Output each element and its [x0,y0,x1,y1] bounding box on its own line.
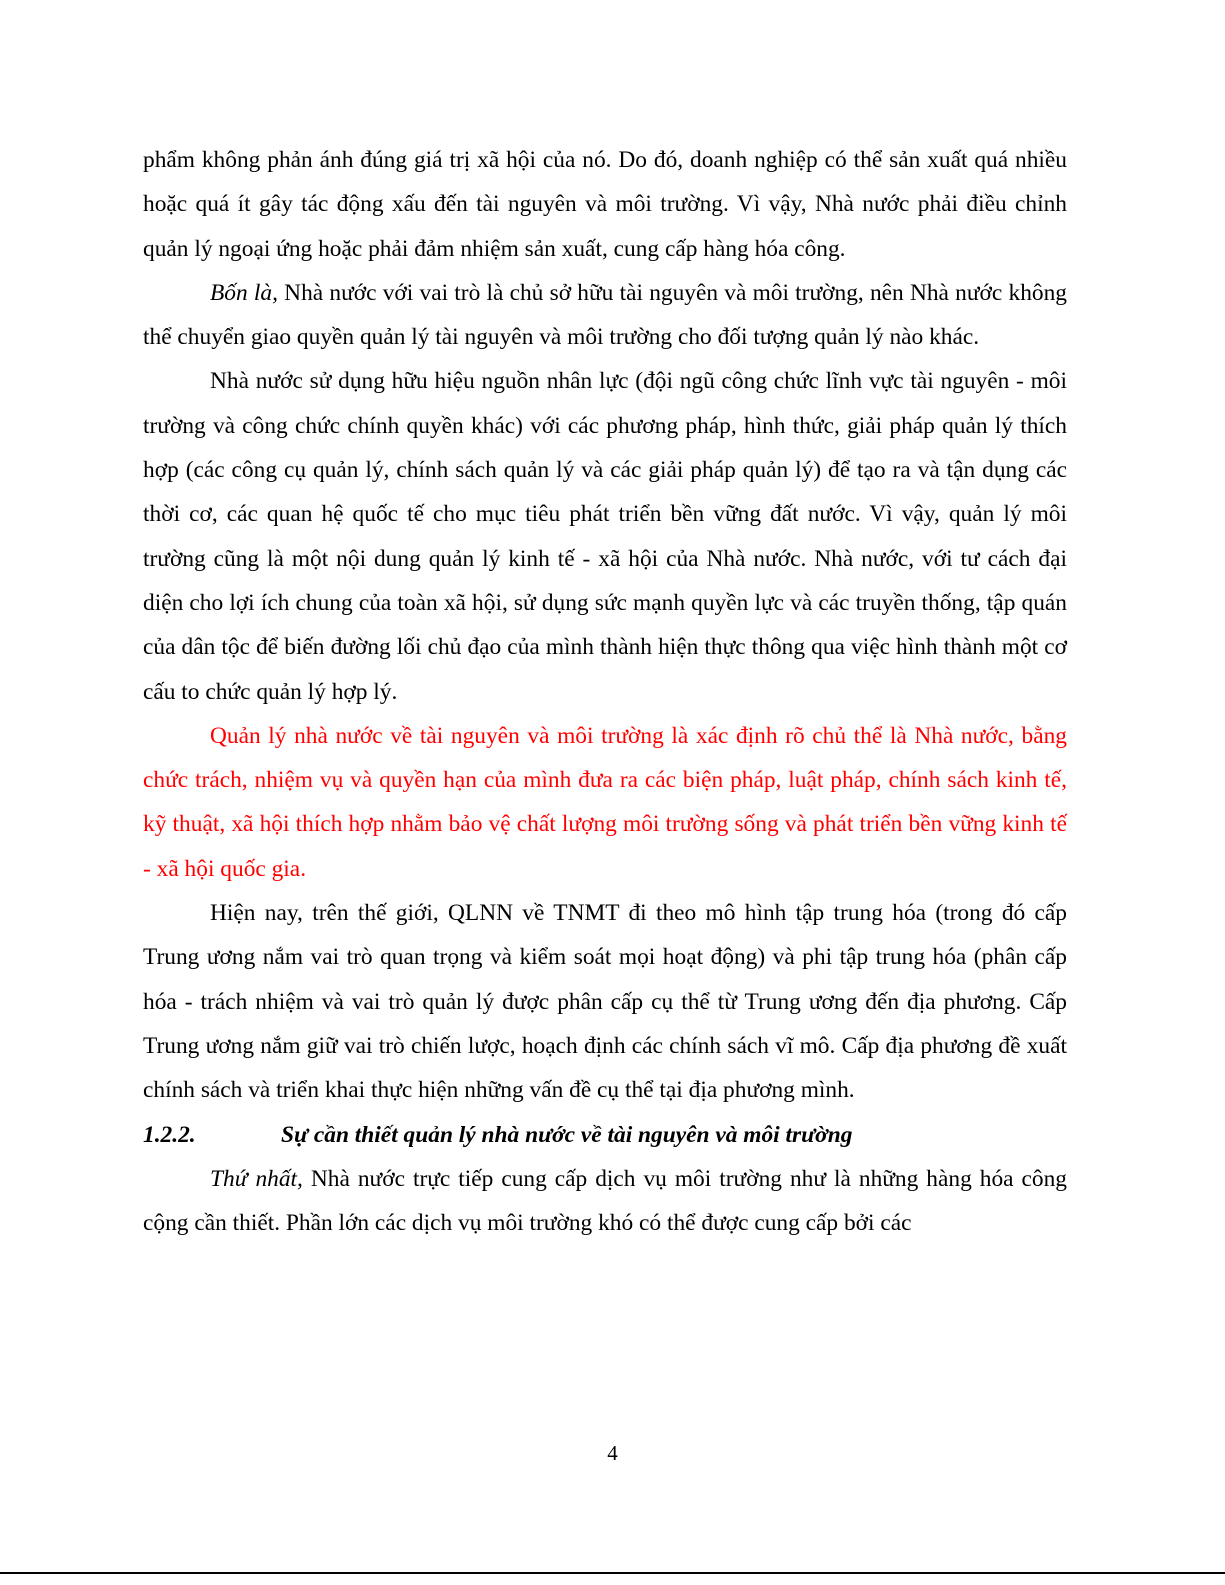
paragraph-definition-highlighted [143,714,1067,891]
paragraph-text: Quản lý nhà nước về tài nguyên và môi trường là xác định rõ chủ thể là Nhà nước, bằng chức trách, nhiệm vụ và quyền hạn của mình đưa ra các biện pháp, luật pháp, chính sách kinh tế, kỹ thuật, xã hội thích hợp nhằm bảo vệ chất lượng môi trường sống và phát triển bền vững kinh tế - xã hội quốc gia. [143,722,1067,882]
document-body [143,138,1067,1245]
paragraph-text: Nhà nước với vai trò là chủ sở hữu tài nguyên và môi trường, nên Nhà nước không thể chuyển giao quyền quản lý tài nguyên và môi trường cho đối tượng quản lý nào khác. [143,279,1067,351]
page-number: 4 [607,1441,618,1465]
section-heading [143,1113,1067,1157]
paragraph-text: Nhà nước trực tiếp cung cấp dịch vụ môi trường như là những hàng hóa công cộng cần thiết. Phần lớn các dịch vụ môi trường khó có thể được cung cấp bởi các [143,1165,1067,1237]
paragraph-text: Hiện nay, trên thế giới, QLNN về TNMT đi theo mô hình tập trung hóa (trong đó cấp Trung ương nắm vai trò quan trọng và kiểm soát mọi hoạt động) và phi tập trung hóa (phân cấp hóa - trách nhiệm và vai trò quản lý được phân cấp cụ thể từ Trung ương đến địa phương. Cấp Trung ương nắm giữ vai trò chiến lược, hoạch định các chính sách vĩ mô. Cấp địa phương đề xuất chính sách và triển khai thực hiện những vấn đề cụ thể tại địa phương mình. [143,900,1067,1104]
paragraph-lead-italic: Thứ nhất, [210,1165,303,1192]
paragraph-text: Nhà nước sử dụng hữu hiệu nguồn nhân lực (đội ngũ công chức lĩnh vực tài nguyên - môi trường và công chức chính quyền khác) với các phương pháp, hình thức, giải pháp quản lý thích hợp (các công cụ quản lý, chính sách quản lý và các giải pháp quản lý) để tạo ra và tận dụng các thời cơ, các quan hệ quốc tế cho mục tiêu phát triển bền vững đất nước. Vì vậy, quản lý môi trường cũng là một nội dung quản lý kinh tế - xã hội của Nhà nước. Nhà nước, với tư cách đại diện cho lợi ích chung của toàn xã hội, sử dụng sức mạnh quyền lực và các truyền thống, tập quán của dân tộc để biến đường lối chủ đạo của mình thành hiện thực thông qua việc hình thành một cơ cấu to chức quản lý hợp lý. [143,368,1067,705]
paragraph-bon-la [143,271,1067,360]
paragraph-lead-italic: Bốn là, [210,279,278,306]
paragraph-thu-nhat [143,1157,1067,1246]
paragraph-management-models [143,891,1067,1112]
paragraph-text: phẩm không phản ánh đúng giá trị xã hội của nó. Do đó, doanh nghiệp có thể sản xuất quá nhiều hoặc quá ít gây tác động xấu đến tài nguyên và môi trường. Vì vậy, Nhà nước phải điều chỉnh quản lý ngoại ứng hoặc phải đảm nhiệm sản xuất, cung cấp hàng hóa công. [143,147,1067,262]
section-title: Sự cần thiết quản lý nhà nước về tài nguyên và môi trường [281,1121,853,1148]
paragraph-continuation [143,138,1067,271]
bottom-divider [0,1572,1225,1574]
paragraph-human-resources [143,359,1067,713]
section-number: 1.2.2. [143,1121,196,1148]
